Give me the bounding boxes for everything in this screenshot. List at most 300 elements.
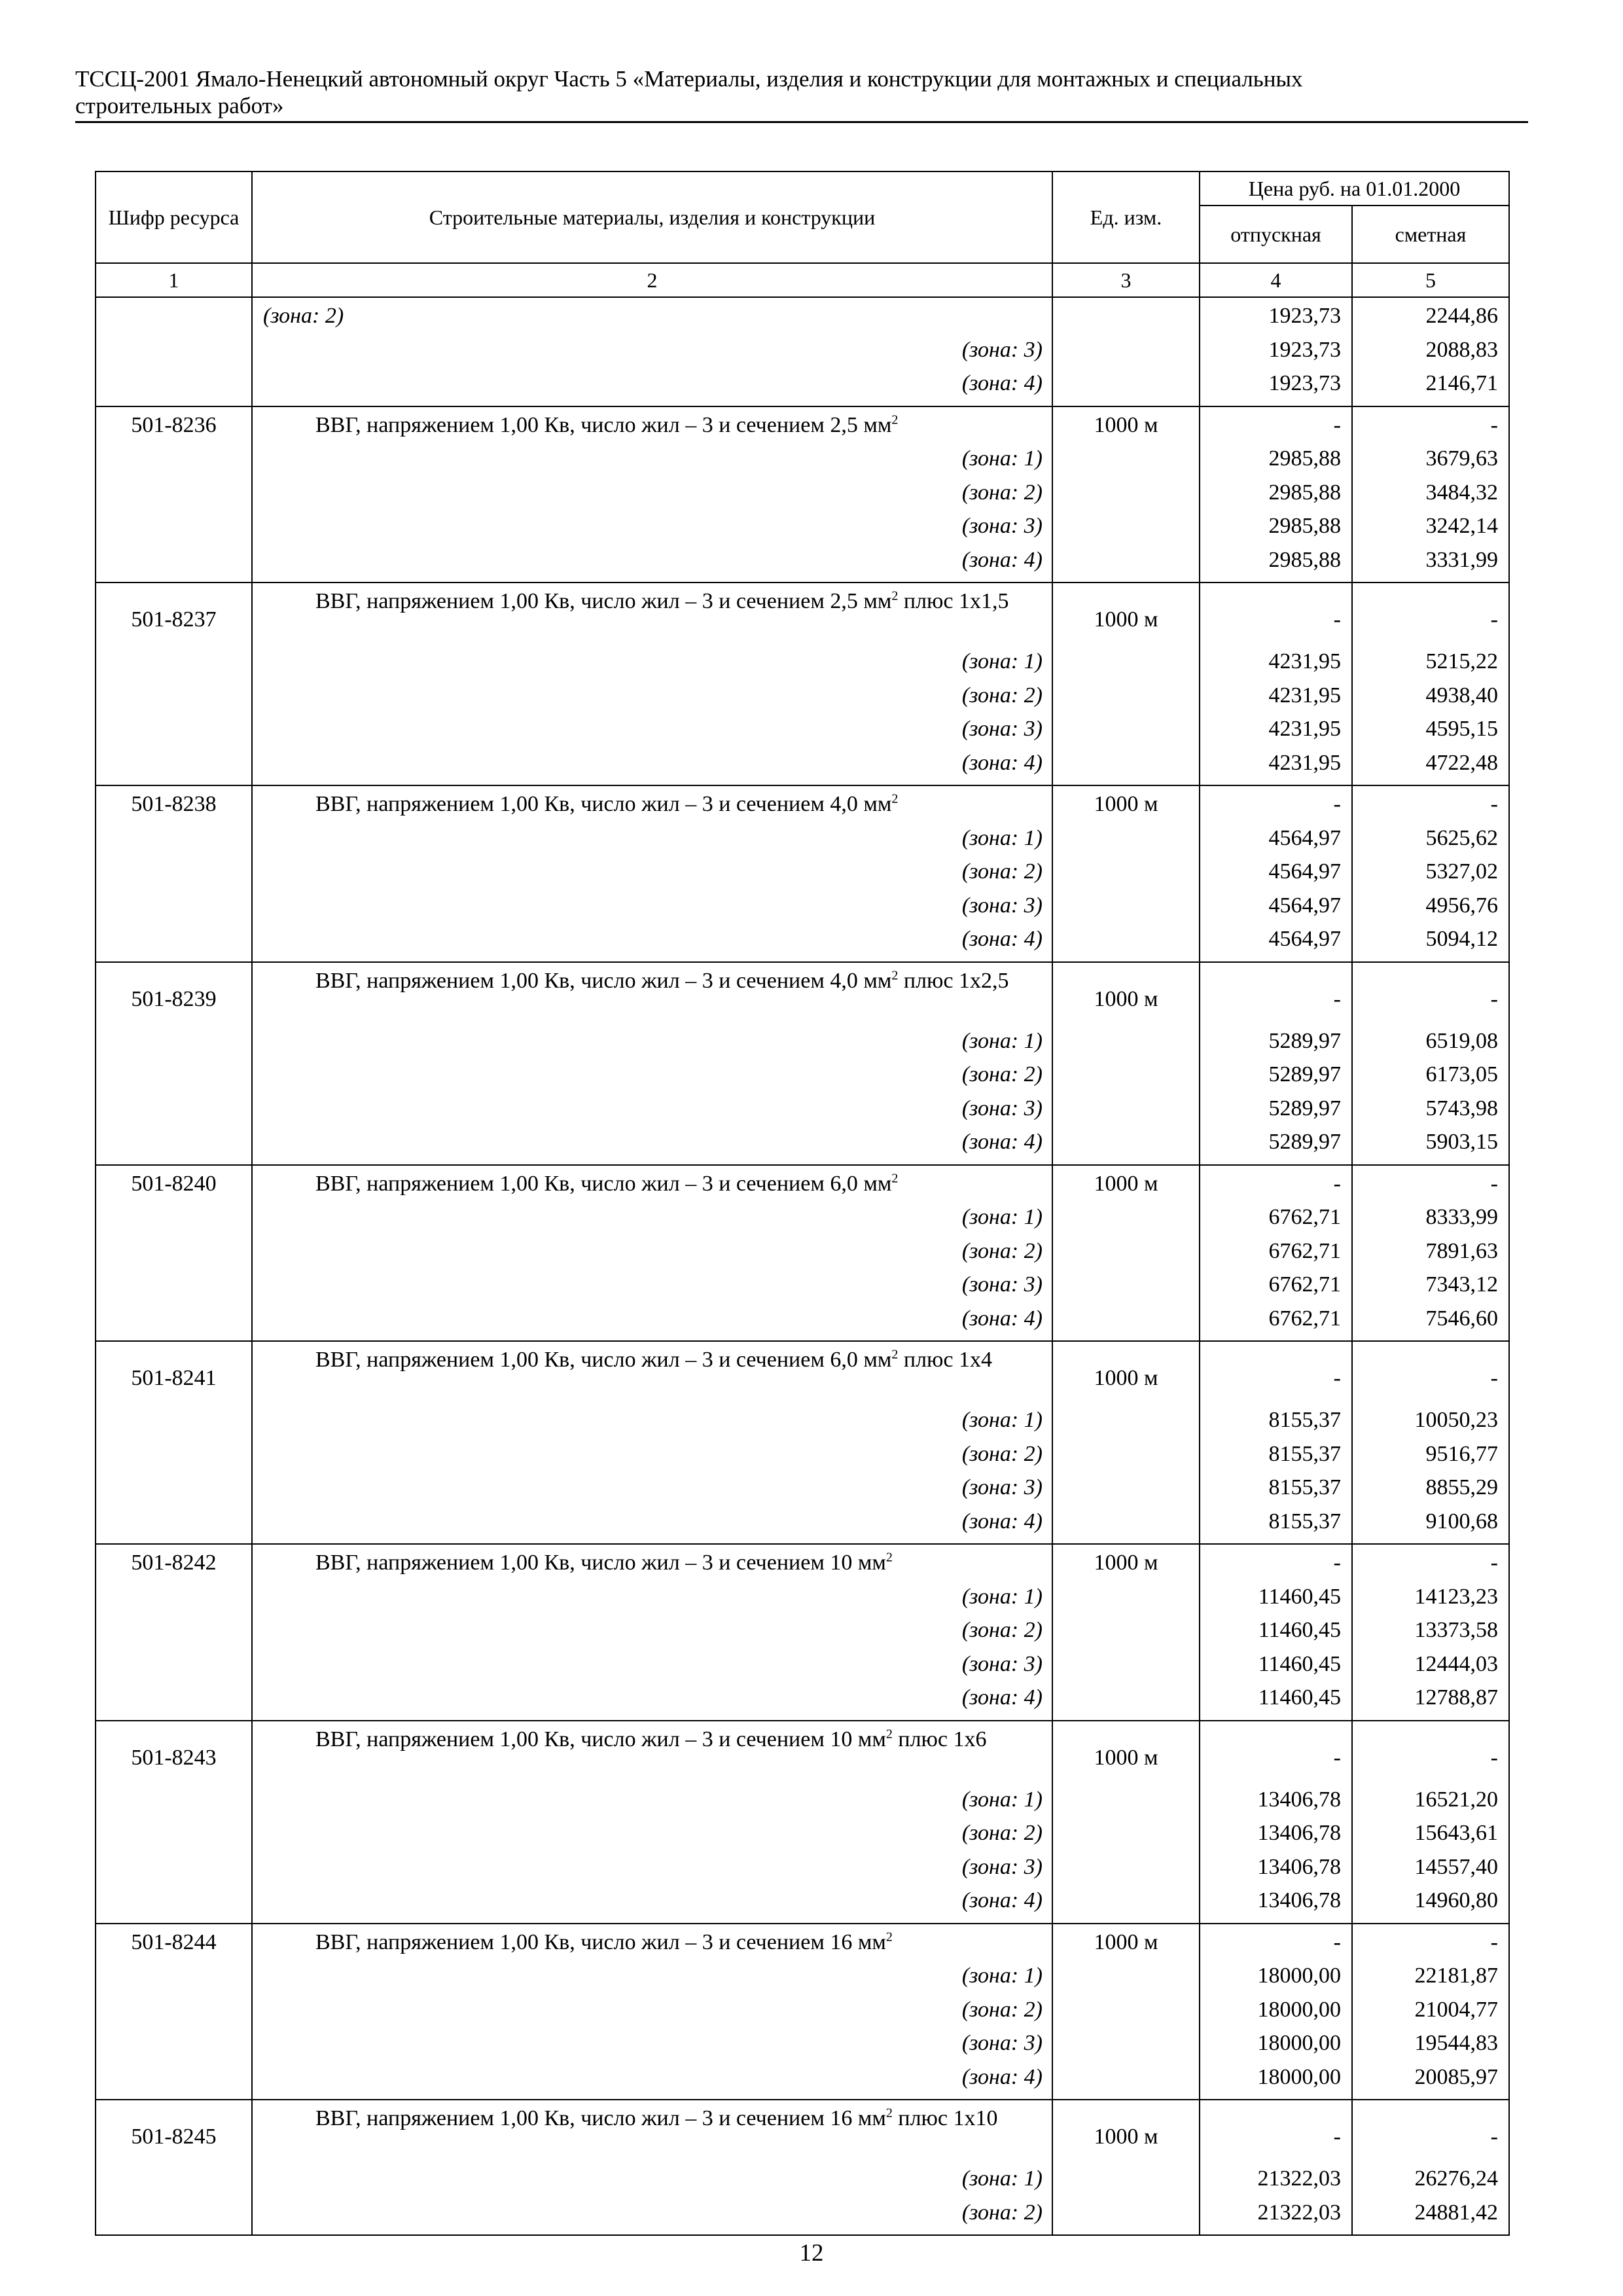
release-price-cell (1200, 1721, 1352, 1788)
unit-cell (1052, 406, 1200, 448)
estimate-price-cell (1352, 2167, 1509, 2201)
estimate-price: 15643,61 (1414, 1821, 1498, 1845)
zone-label-cell (252, 2167, 1052, 2201)
unit-value: 1000 м (1094, 2125, 1158, 2149)
release-price: 11460,45 (1258, 1685, 1341, 1710)
table-row-zone (96, 827, 1509, 861)
estimate-price: 7891,63 (1425, 1238, 1498, 1263)
zone-label: (зона: 3) (961, 1475, 1043, 1499)
release-price: 11460,45 (1258, 1618, 1341, 1642)
unit-cell (1052, 2201, 1200, 2236)
unit-cell (1052, 372, 1200, 406)
release-price-cell (1200, 1273, 1352, 1307)
zone-label: (зона: 2) (263, 304, 344, 328)
resource-code-cell (96, 1476, 252, 1510)
resource-code: 501-8244 (131, 1929, 217, 1954)
table-row-zone (96, 1408, 1509, 1443)
unit-cell (1052, 297, 1200, 338)
release-price-cell (1200, 962, 1352, 1030)
estimate-price: 12444,03 (1414, 1651, 1498, 1676)
table-row-item (96, 785, 1509, 827)
release-price: 6762,71 (1268, 1306, 1341, 1331)
estimate-price-cell (1352, 717, 1509, 751)
estimate-price-cell (1352, 2066, 1509, 2100)
zone-label: (зона: 4) (961, 371, 1043, 395)
resource-code-cell (96, 717, 252, 751)
table-row-zone (96, 894, 1509, 928)
estimate-price: 7343,12 (1425, 1272, 1498, 1297)
resource-code-cell (96, 338, 252, 372)
resource-code-cell (96, 1544, 252, 1585)
resource-code-cell (96, 684, 252, 718)
unit-cell (1052, 2167, 1200, 2201)
release-price-cell (1200, 1307, 1352, 1342)
zone-label-cell (252, 1856, 1052, 1890)
table-row-item (96, 406, 1509, 448)
estimate-price-cell (1352, 1341, 1509, 1408)
table-row-item (96, 1924, 1509, 1965)
release-price-cell (1200, 1964, 1352, 1998)
release-price-cell (1200, 1510, 1352, 1545)
release-price: - (1333, 1171, 1341, 1196)
table-row-item (96, 1341, 1509, 1408)
estimate-price: 4956,76 (1425, 893, 1498, 918)
col-release-header: отпускная (1200, 206, 1352, 263)
unit-cell (1052, 1165, 1200, 1206)
release-price: 1923,73 (1268, 337, 1341, 362)
release-price: 4231,95 (1268, 750, 1341, 775)
zone-label: (зона: 1) (961, 1964, 1043, 1988)
zone-label-cell (252, 372, 1052, 406)
estimate-price-cell (1352, 406, 1509, 448)
estimate-price: - (1490, 412, 1498, 437)
resource-code-cell (96, 481, 252, 515)
resource-code-cell (96, 1721, 252, 1788)
release-price-cell (1200, 338, 1352, 372)
estimate-price-cell (1352, 1307, 1509, 1342)
page-header (75, 65, 1528, 119)
release-price-cell (1200, 1998, 1352, 2032)
estimate-price: 5215,22 (1425, 649, 1498, 673)
resource-code: 501-8242 (131, 1551, 217, 1575)
table-row-zone (96, 2066, 1509, 2100)
resource-code-cell (96, 2167, 252, 2201)
resource-code: 501-8238 (131, 792, 217, 816)
release-price-cell (1200, 2201, 1352, 2236)
col-estimate-header: сметная (1352, 206, 1509, 263)
release-price: 4564,97 (1268, 893, 1341, 918)
estimate-price-cell (1352, 1063, 1509, 1097)
unit-cell (1052, 1619, 1200, 1653)
unit-cell (1052, 1510, 1200, 1545)
table-row-zone (96, 1998, 1509, 2032)
unit-cell (1052, 1130, 1200, 1165)
unit-cell (1052, 481, 1200, 515)
material-name-cell (252, 1341, 1052, 1408)
release-price: 18000,00 (1257, 1964, 1341, 1988)
unit-cell (1052, 583, 1200, 650)
zone-label-cell (252, 2201, 1052, 2236)
estimate-price: 5327,02 (1425, 859, 1498, 884)
release-price: 6762,71 (1268, 1238, 1341, 1263)
resource-code-cell (96, 1964, 252, 1998)
table-row-zone (96, 481, 1509, 515)
zone-label-cell (252, 1510, 1052, 1545)
release-price: 13406,78 (1257, 1787, 1341, 1812)
estimate-price-cell (1352, 1206, 1509, 1240)
material-name: ВВГ, напряжением 1,00 Кв, число жил – 3 и сечением 4,0 мм (315, 792, 892, 816)
release-price: 5289,97 (1268, 1062, 1341, 1086)
resource-code-cell (96, 1165, 252, 1206)
resource-code-cell (96, 827, 252, 861)
table-row-zone (96, 1964, 1509, 1998)
resource-code-cell (96, 1240, 252, 1274)
table-row-item (96, 2100, 1509, 2167)
estimate-price-cell (1352, 1165, 1509, 1206)
estimate-price: 14557,40 (1414, 1854, 1498, 1879)
zone-label-cell (252, 650, 1052, 684)
estimate-price: 7546,60 (1425, 1306, 1498, 1331)
estimate-price-cell (1352, 1510, 1509, 1545)
release-price: 2985,88 (1268, 547, 1341, 572)
zone-label: (зона: 1) (961, 446, 1043, 471)
estimate-price: 14960,80 (1414, 1888, 1498, 1912)
col-number-5: 5 (1352, 263, 1509, 297)
table-row-zone (96, 1273, 1509, 1307)
table-row-zone (96, 684, 1509, 718)
estimate-price-cell (1352, 583, 1509, 650)
zone-label: (зона: 3) (961, 337, 1043, 362)
release-price: - (1333, 986, 1341, 1011)
zone-label: (зона: 4) (961, 927, 1043, 951)
zone-label-cell (252, 338, 1052, 372)
zone-label-cell (252, 1585, 1052, 1619)
zone-label-cell (252, 1443, 1052, 1477)
release-price-cell (1200, 514, 1352, 548)
estimate-price-cell (1352, 1619, 1509, 1653)
estimate-price: 21004,77 (1414, 1997, 1498, 2022)
estimate-price: 20085,97 (1414, 2064, 1498, 2089)
release-price: 8155,37 (1268, 1408, 1341, 1432)
zone-label: (зона: 1) (961, 1205, 1043, 1229)
zone-label-cell (252, 1206, 1052, 1240)
table-row-zone (96, 1206, 1509, 1240)
release-price-cell (1200, 751, 1352, 786)
unit-value: 1000 м (1094, 986, 1158, 1011)
unit-value: 1000 м (1094, 1366, 1158, 1390)
table-row-zone (96, 2167, 1509, 2201)
superscript-2: 2 (891, 791, 899, 806)
release-price-cell (1200, 1476, 1352, 1510)
release-price: 4231,95 (1268, 683, 1341, 708)
unit-cell (1052, 1341, 1200, 1408)
unit-cell (1052, 2100, 1200, 2167)
release-price: 18000,00 (1257, 2064, 1341, 2089)
estimate-price-cell (1352, 1721, 1509, 1788)
release-price-cell (1200, 1063, 1352, 1097)
superscript-2: 2 (885, 1550, 893, 1565)
table-row-zone (96, 338, 1509, 372)
release-price-cell (1200, 1443, 1352, 1477)
table-row-zone (96, 1510, 1509, 1545)
resource-code-cell (96, 927, 252, 962)
estimate-price: 3242,14 (1425, 514, 1498, 538)
zone-label-cell (252, 2032, 1052, 2066)
zone-label: (зона: 4) (961, 1306, 1043, 1331)
release-price: 2985,88 (1268, 446, 1341, 471)
estimate-price: - (1490, 1366, 1498, 1390)
release-price: - (1333, 412, 1341, 437)
release-price: 1923,73 (1268, 371, 1341, 395)
estimate-price: 19544,83 (1414, 2031, 1498, 2055)
estimate-price-cell (1352, 1097, 1509, 1131)
table-row-zone (96, 1307, 1509, 1342)
table-row-zone (96, 1821, 1509, 1856)
estimate-price: 22181,87 (1414, 1964, 1498, 1988)
release-price-cell (1200, 1341, 1352, 1408)
zone-label-cell (252, 1130, 1052, 1165)
estimate-price-cell (1352, 1030, 1509, 1064)
release-price-cell (1200, 481, 1352, 515)
release-price-cell (1200, 1408, 1352, 1443)
superscript-2: 2 (891, 968, 899, 983)
estimate-price: 8855,29 (1425, 1475, 1498, 1499)
release-price: 13406,78 (1257, 1888, 1341, 1912)
col-code-header: Шифр ресурса (96, 171, 252, 263)
material-name-cell (252, 962, 1052, 1030)
estimate-price: 5625,62 (1425, 825, 1498, 850)
release-price-cell (1200, 1165, 1352, 1206)
unit-value: 1000 м (1094, 1745, 1158, 1770)
table-row-zone (96, 1063, 1509, 1097)
estimate-price: 6519,08 (1425, 1028, 1498, 1053)
zone-label-cell (252, 1964, 1052, 1998)
unit-cell (1052, 894, 1200, 928)
unit-cell (1052, 2032, 1200, 2066)
release-price-cell (1200, 1544, 1352, 1585)
table-row-zone (96, 1889, 1509, 1924)
estimate-price-cell (1352, 1130, 1509, 1165)
table-row-zone (96, 1619, 1509, 1653)
table-row-zone (96, 1788, 1509, 1822)
unit-cell (1052, 1924, 1200, 1965)
resource-code-cell (96, 1856, 252, 1890)
estimate-price: - (1490, 986, 1498, 1011)
unit-cell (1052, 1030, 1200, 1064)
estimate-price: 26276,24 (1414, 2166, 1498, 2191)
estimate-price: 4722,48 (1425, 750, 1498, 775)
release-price-cell (1200, 894, 1352, 928)
estimate-price-cell (1352, 2100, 1509, 2167)
table-row-zone (96, 751, 1509, 786)
zone-label-cell (252, 1030, 1052, 1064)
release-price-cell (1200, 2167, 1352, 2201)
zone-label: (зона: 2) (961, 1062, 1043, 1086)
col-number-2: 2 (252, 263, 1052, 297)
resource-code-cell (96, 1821, 252, 1856)
release-price-cell (1200, 1585, 1352, 1619)
release-price: - (1333, 792, 1341, 816)
release-price-cell (1200, 927, 1352, 962)
zone-label-cell (252, 1063, 1052, 1097)
resource-code: 501-8241 (131, 1366, 217, 1390)
release-price-cell (1200, 1097, 1352, 1131)
release-price: 2985,88 (1268, 480, 1341, 505)
table-row-zone (96, 650, 1509, 684)
unit-value: 1000 м (1094, 1171, 1158, 1196)
release-price-cell (1200, 372, 1352, 406)
estimate-price-cell (1352, 2201, 1509, 2236)
resource-code: 501-8236 (131, 412, 217, 437)
material-name: ВВГ, напряжением 1,00 Кв, число жил – 3 и сечением 16 мм (315, 1929, 886, 1954)
header-line-2: строительных работ» (75, 93, 284, 118)
unit-cell (1052, 1856, 1200, 1890)
zone-label-cell (252, 548, 1052, 583)
zone-label-cell (252, 447, 1052, 481)
release-price: 4564,97 (1268, 859, 1341, 884)
zone-label-cell (252, 927, 1052, 962)
zone-label: (зона: 4) (961, 547, 1043, 572)
col-number-4: 4 (1200, 263, 1352, 297)
zone-label-cell (252, 2066, 1052, 2100)
table-row-zone (96, 1443, 1509, 1477)
zone-label: (зона: 1) (961, 1584, 1043, 1609)
table-row-zone (96, 927, 1509, 962)
estimate-price: 2146,71 (1425, 371, 1498, 395)
resource-code-cell (96, 1030, 252, 1064)
resource-code-cell (96, 1130, 252, 1165)
zone-label-cell (252, 751, 1052, 786)
release-price-cell (1200, 650, 1352, 684)
release-price-cell (1200, 717, 1352, 751)
unit-cell (1052, 962, 1200, 1030)
estimate-price: - (1490, 2125, 1498, 2149)
release-price: - (1333, 1366, 1341, 1390)
estimate-price-cell (1352, 1788, 1509, 1822)
zone-label: (зона: 1) (961, 825, 1043, 850)
unit-cell (1052, 927, 1200, 962)
header-rule (75, 121, 1528, 123)
release-price-cell (1200, 1788, 1352, 1822)
unit-value: 1000 м (1094, 1929, 1158, 1954)
release-price: 2985,88 (1268, 514, 1341, 538)
zone-label-cell (252, 1240, 1052, 1274)
zone-label-cell (252, 1307, 1052, 1342)
release-price: 6762,71 (1268, 1272, 1341, 1297)
resource-code-cell (96, 962, 252, 1030)
estimate-price: 9100,68 (1425, 1509, 1498, 1534)
release-price: 8155,37 (1268, 1509, 1341, 1534)
release-price: 18000,00 (1257, 2031, 1341, 2055)
release-price: - (1333, 1745, 1341, 1770)
estimate-price: 8333,99 (1425, 1205, 1498, 1229)
estimate-price-cell (1352, 962, 1509, 1030)
release-price: 8155,37 (1268, 1475, 1341, 1499)
release-price-cell (1200, 1030, 1352, 1064)
release-price-cell (1200, 1206, 1352, 1240)
estimate-price: 2244,86 (1425, 304, 1498, 328)
unit-cell (1052, 2066, 1200, 2100)
col-number-3: 3 (1052, 263, 1200, 297)
resource-code-cell (96, 583, 252, 650)
release-price: 4564,97 (1268, 927, 1341, 951)
resource-code: 501-8240 (131, 1171, 217, 1196)
release-price-cell (1200, 1240, 1352, 1274)
estimate-price-cell (1352, 1821, 1509, 1856)
material-name: ВВГ, напряжением 1,00 Кв, число жил – 3 и сечением 6,0 мм (315, 1171, 892, 1196)
release-price-cell (1200, 548, 1352, 583)
estimate-price-cell (1352, 927, 1509, 962)
estimate-price: 4938,40 (1425, 683, 1498, 708)
zone-label-cell (252, 684, 1052, 718)
table-row-item (96, 962, 1509, 1030)
resource-code-cell (96, 1273, 252, 1307)
zone-label-cell (252, 717, 1052, 751)
estimate-price-cell (1352, 1585, 1509, 1619)
resource-code-cell (96, 514, 252, 548)
zone-label: (зона: 4) (961, 1888, 1043, 1912)
zone-label: (зона: 3) (961, 1651, 1043, 1676)
release-price: 13406,78 (1257, 1821, 1341, 1845)
table-row-zone (96, 2032, 1509, 2066)
estimate-price: - (1490, 1929, 1498, 1954)
unit-cell (1052, 1240, 1200, 1274)
estimate-price-cell (1352, 860, 1509, 894)
unit-cell (1052, 1964, 1200, 1998)
unit-cell (1052, 548, 1200, 583)
col-price-header: Цена руб. на 01.01.2000 (1200, 171, 1509, 206)
release-price: - (1333, 1929, 1341, 1954)
table-head (96, 171, 1509, 297)
estimate-price: 3484,32 (1425, 480, 1498, 505)
estimate-price-cell (1352, 1856, 1509, 1890)
zone-label: (зона: 4) (961, 1685, 1043, 1710)
release-price: 4564,97 (1268, 825, 1341, 850)
unit-value: 1000 м (1094, 792, 1158, 816)
unit-cell (1052, 1821, 1200, 1856)
estimate-price-cell (1352, 481, 1509, 515)
zone-label-cell (252, 1476, 1052, 1510)
material-name: ВВГ, напряжением 1,00 Кв, число жил – 3 и сечением 10 мм (315, 1727, 886, 1751)
estimate-price: 5743,98 (1425, 1096, 1498, 1121)
release-price: 1923,73 (1268, 304, 1341, 328)
material-name-tail: плюс 1х6 (892, 1727, 987, 1751)
header-line-1: ТССЦ-2001 Ямало-Ненецкий автономный округ Часть 5 «Материалы, изделия и конструкции для монтажных и специальных (75, 66, 1303, 92)
material-name-cell (252, 406, 1052, 448)
zone-label: (зона: 1) (961, 1408, 1043, 1432)
resource-code: 501-8239 (131, 986, 217, 1011)
zone-label: (зона: 2) (961, 2200, 1043, 2225)
resource-code: 501-8245 (131, 2125, 217, 2149)
estimate-price-cell (1352, 1443, 1509, 1477)
table-row-zone (96, 1476, 1509, 1510)
estimate-price-cell (1352, 1889, 1509, 1924)
table-row-item (96, 1165, 1509, 1206)
material-name: ВВГ, напряжением 1,00 Кв, число жил – 3 и сечением 6,0 мм (315, 1348, 892, 1372)
resource-code-cell (96, 372, 252, 406)
release-price: 5289,97 (1268, 1028, 1341, 1053)
estimate-price-cell (1352, 338, 1509, 372)
unit-cell (1052, 338, 1200, 372)
zone-label-cell (252, 1998, 1052, 2032)
table-row-item (96, 1544, 1509, 1585)
material-name-tail: плюс 1х4 (898, 1348, 993, 1372)
zone-label-cell (252, 481, 1052, 515)
zone-label-cell (252, 297, 1052, 338)
unit-cell (1052, 1063, 1200, 1097)
zone-label: (зона: 1) (961, 1028, 1043, 1053)
unit-cell (1052, 860, 1200, 894)
